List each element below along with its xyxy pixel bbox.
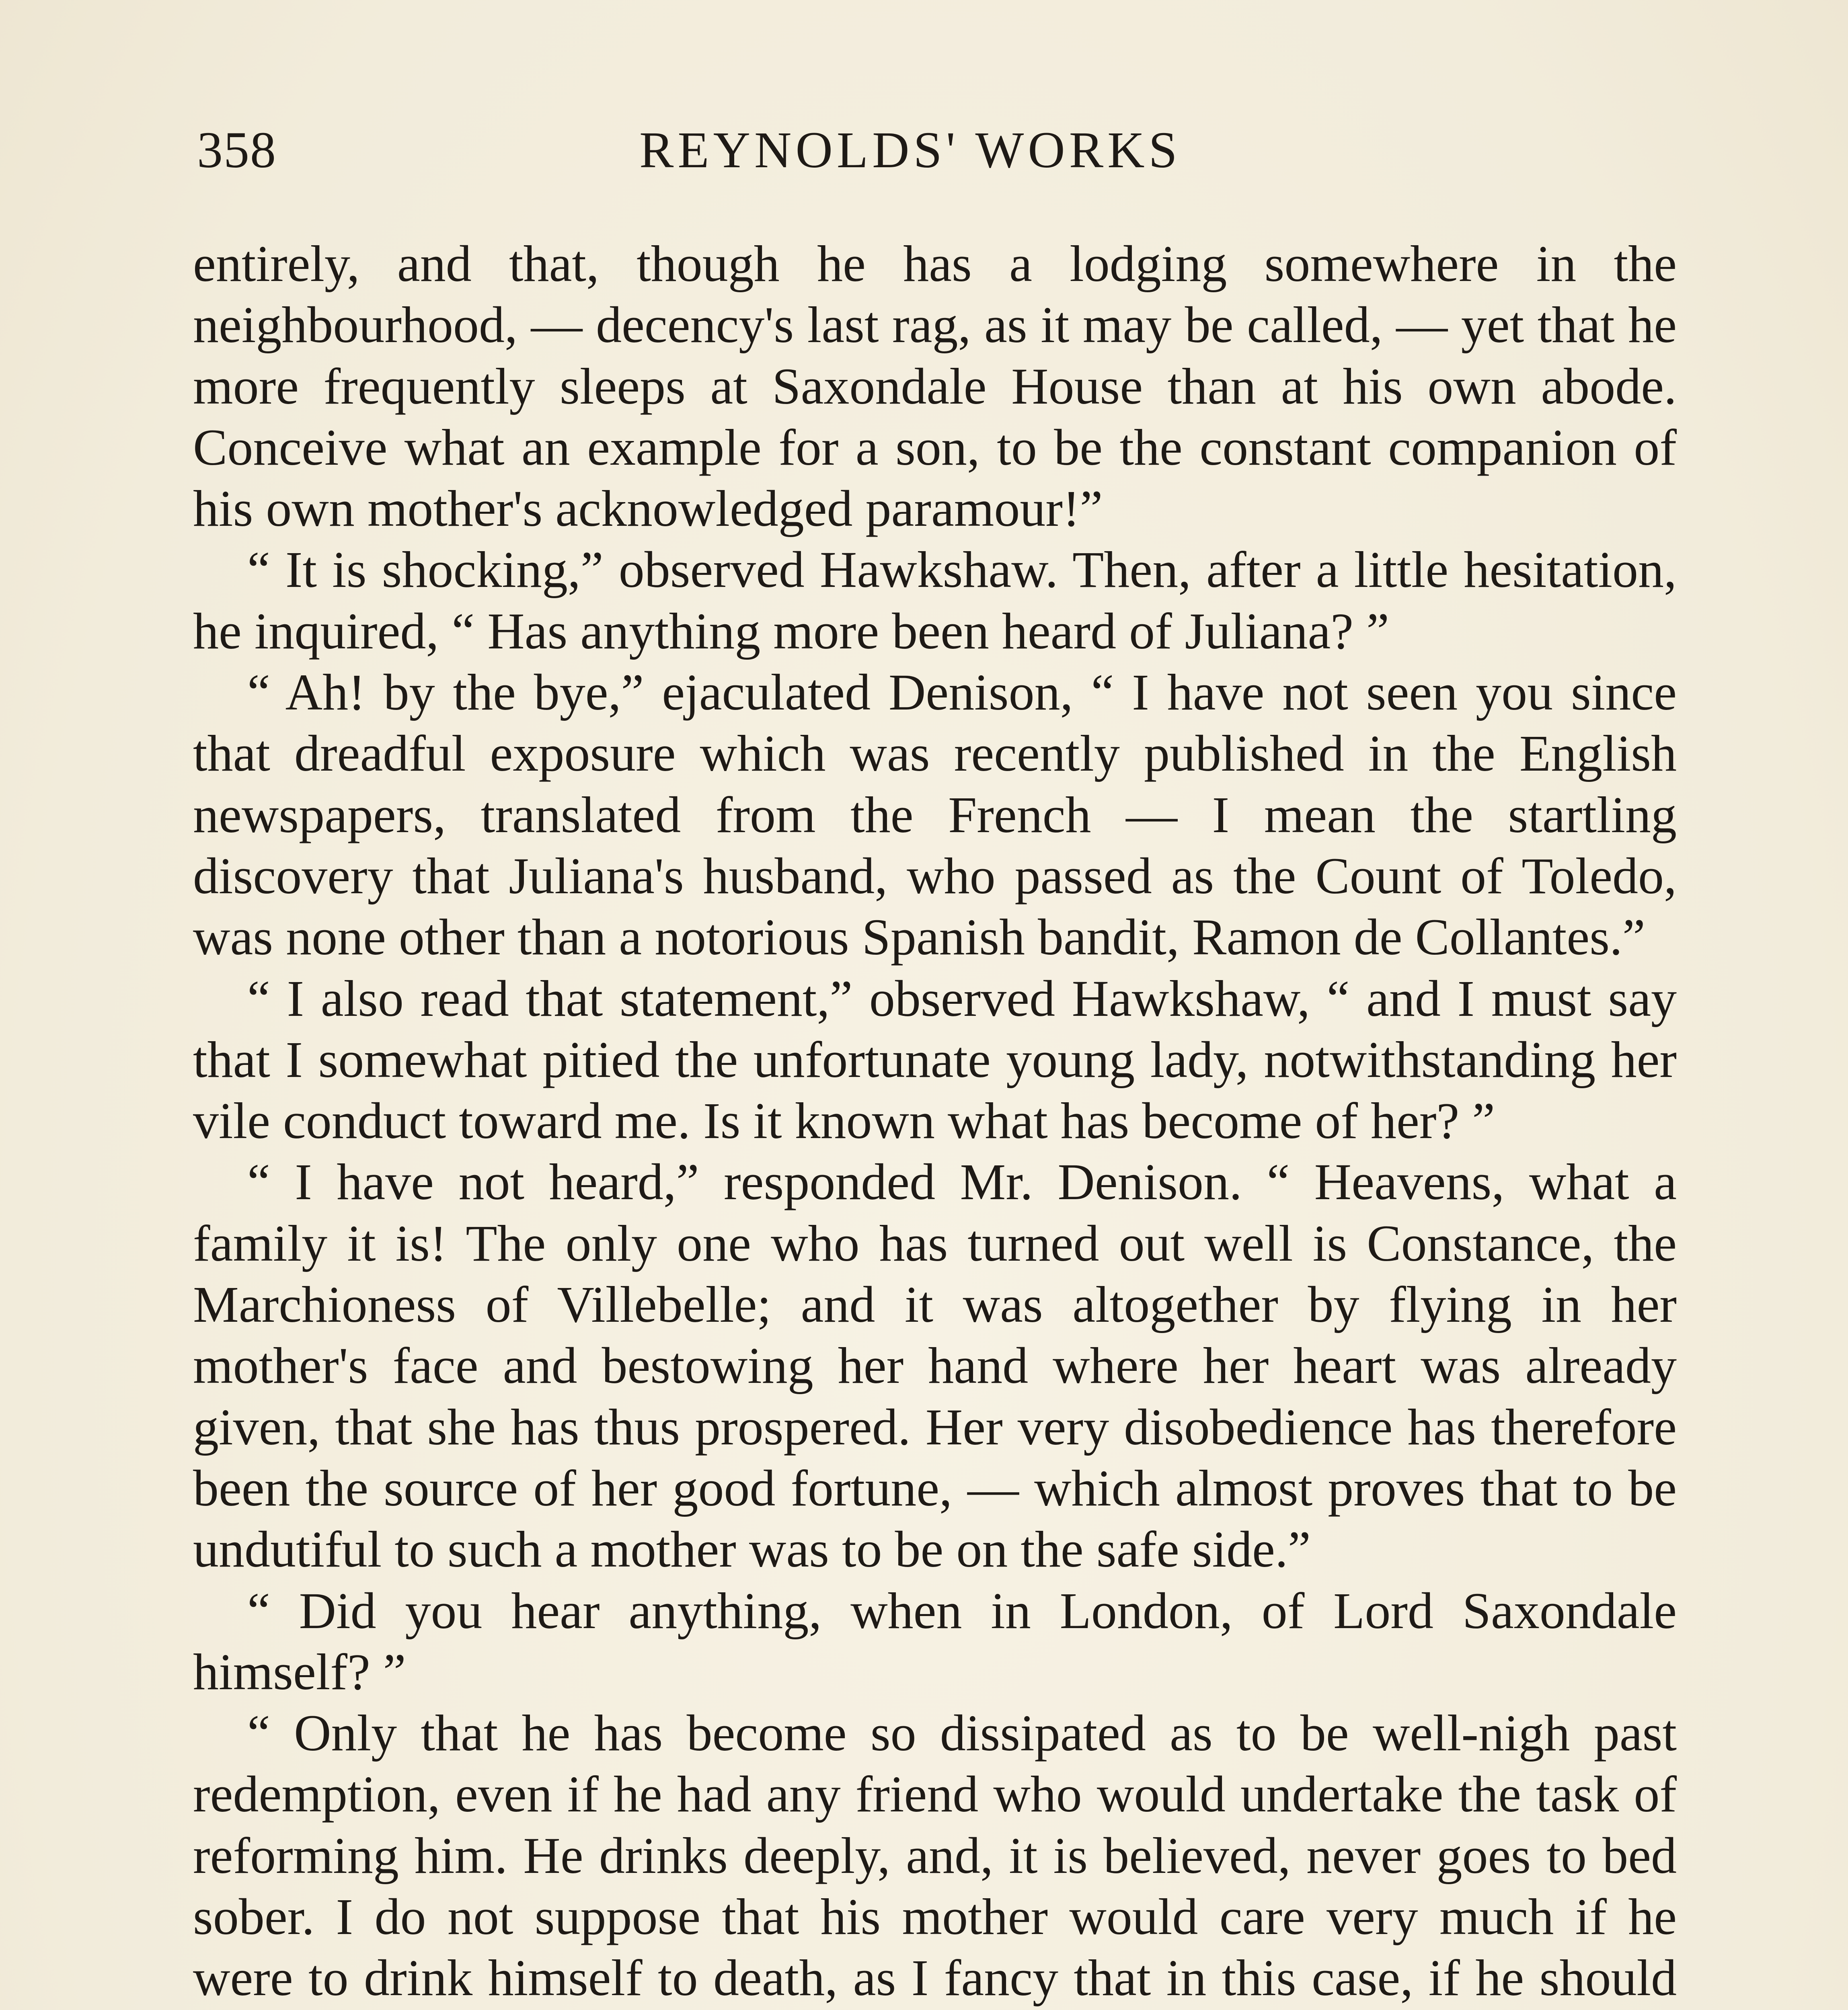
paragraph: “ Only that he has become so dissipated as to be well-nigh past redemption, even if he had any friend who would undertake the task of reforming him. He drinks deeply, and, it is believed, never goes to bed sober. I do not suppose that his mother would care very much if he were to drink himself to death, as I fancy that in this case, if he should [193, 1704, 1677, 2007]
page-header [197, 121, 1679, 185]
running-head: REYNOLDS' WORKS [639, 121, 1181, 178]
paragraph: entirely, and that, though he has a lodging somewhere in the neighbourhood, — decency's last rag, as it may be called, — yet that he more frequently sleeps at Saxondale House than at his own abode. Conceive what an example for a son, to be the constant companion of his own mother's acknowledged paramour!” [193, 235, 1677, 537]
paragraph: “ Did you hear anything, when in London, of Lord Saxondale himself? ” [193, 1582, 1677, 1700]
body-text [193, 233, 1677, 2010]
paragraph: “ I also read that statement,” observed Hawkshaw, “ and I must say that I somewhat pitied the unfortunate young lady, notwithstanding her vile conduct toward me. Is it known what has become of her? ” [193, 970, 1677, 1150]
page-number: 358 [197, 121, 277, 178]
paragraph: “ It is shocking,” observed Hawkshaw. Then, after a little hesitation, he inquired, “ Has anything more been heard of Juliana? ” [193, 541, 1677, 660]
paragraph: “ Ah! by the bye,” ejaculated Denison, “ I have not seen you since that dreadful exposure which was recently published in the English newspapers, translated from the French — I mean the startling discovery that Juliana's husband, who passed as the Count of Toledo, was none other than a notorious Spanish bandit, Ramon de Collantes.” [193, 664, 1677, 966]
paragraph: “ I have not heard,” responded Mr. Denison. “ Heavens, what a family it is! The only one who has turned out well is Constance, the Marchioness of Villebelle; and it was altogether by flying in her mother's face and bestowing her hand where her heart was already given, that she has thus prospered. Her very disobedience has therefore been the source of her good fortune, — which almost proves that to be undutiful to such a mother was to be on the safe side.” [193, 1153, 1677, 1578]
